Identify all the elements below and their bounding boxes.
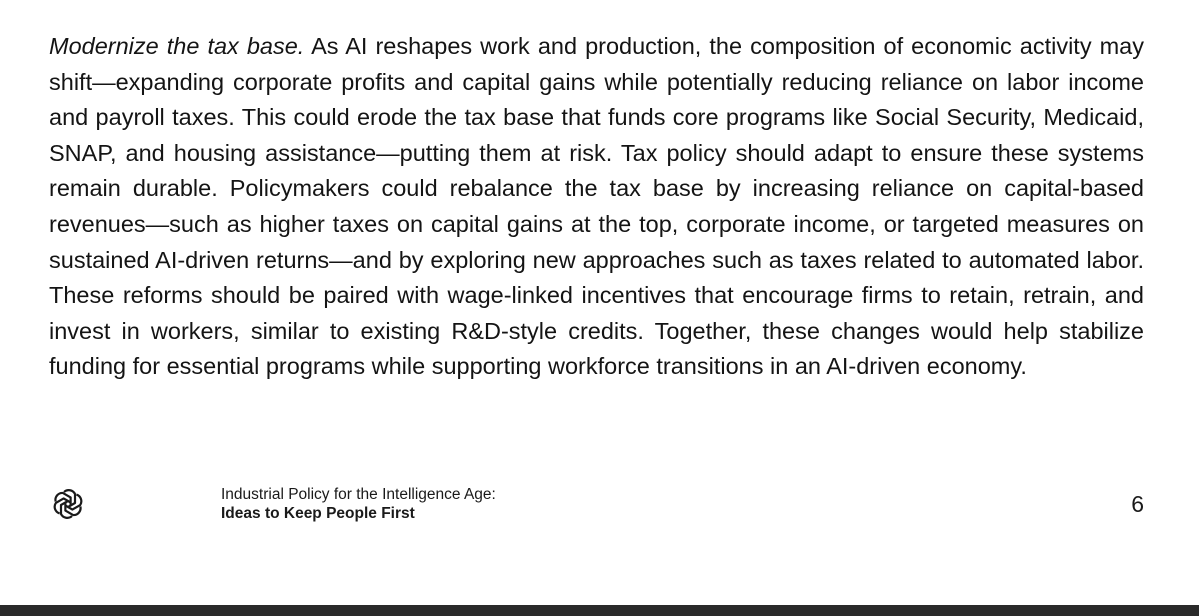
- footer-title-line2: Ideas to Keep People First: [221, 505, 415, 522]
- bottom-bar: [0, 605, 1199, 616]
- footer-title-line1: Industrial Policy for the Intelligence Age:: [221, 486, 496, 503]
- paragraph-text: As AI reshapes work and production, the composition of economic activity may shift—expanding corporate profits and capital gains while potentially reducing reliance on labor income and payroll taxes. This could erode the tax base that funds core programs like Social Security, Medicaid, SNAP, and housing assistance—putting them at risk. Tax policy should adapt to ensure these systems remain durable. Policymakers could rebalance the tax base by increasing reliance on capital-based revenues—such as higher taxes on capital gains at the top, corporate income, or targeted measures on sustained AI-driven returns—and by exploring new approaches such as taxes related to automated labor. These reforms should be paired with wage-linked incentives that encourage firms to retain, retrain, and invest in workers, similar to existing R&D-style credits. Together, these changes would help stabilize funding for essential programs while supporting workforce transitions in an AI-driven economy.: [49, 33, 1144, 380]
- footer-title: [221, 485, 496, 523]
- body-paragraph: [49, 29, 1144, 385]
- page-number: 6: [1131, 491, 1144, 517]
- openai-logo-icon: [51, 487, 85, 521]
- paragraph-lead-in: Modernize the tax base.: [49, 33, 305, 59]
